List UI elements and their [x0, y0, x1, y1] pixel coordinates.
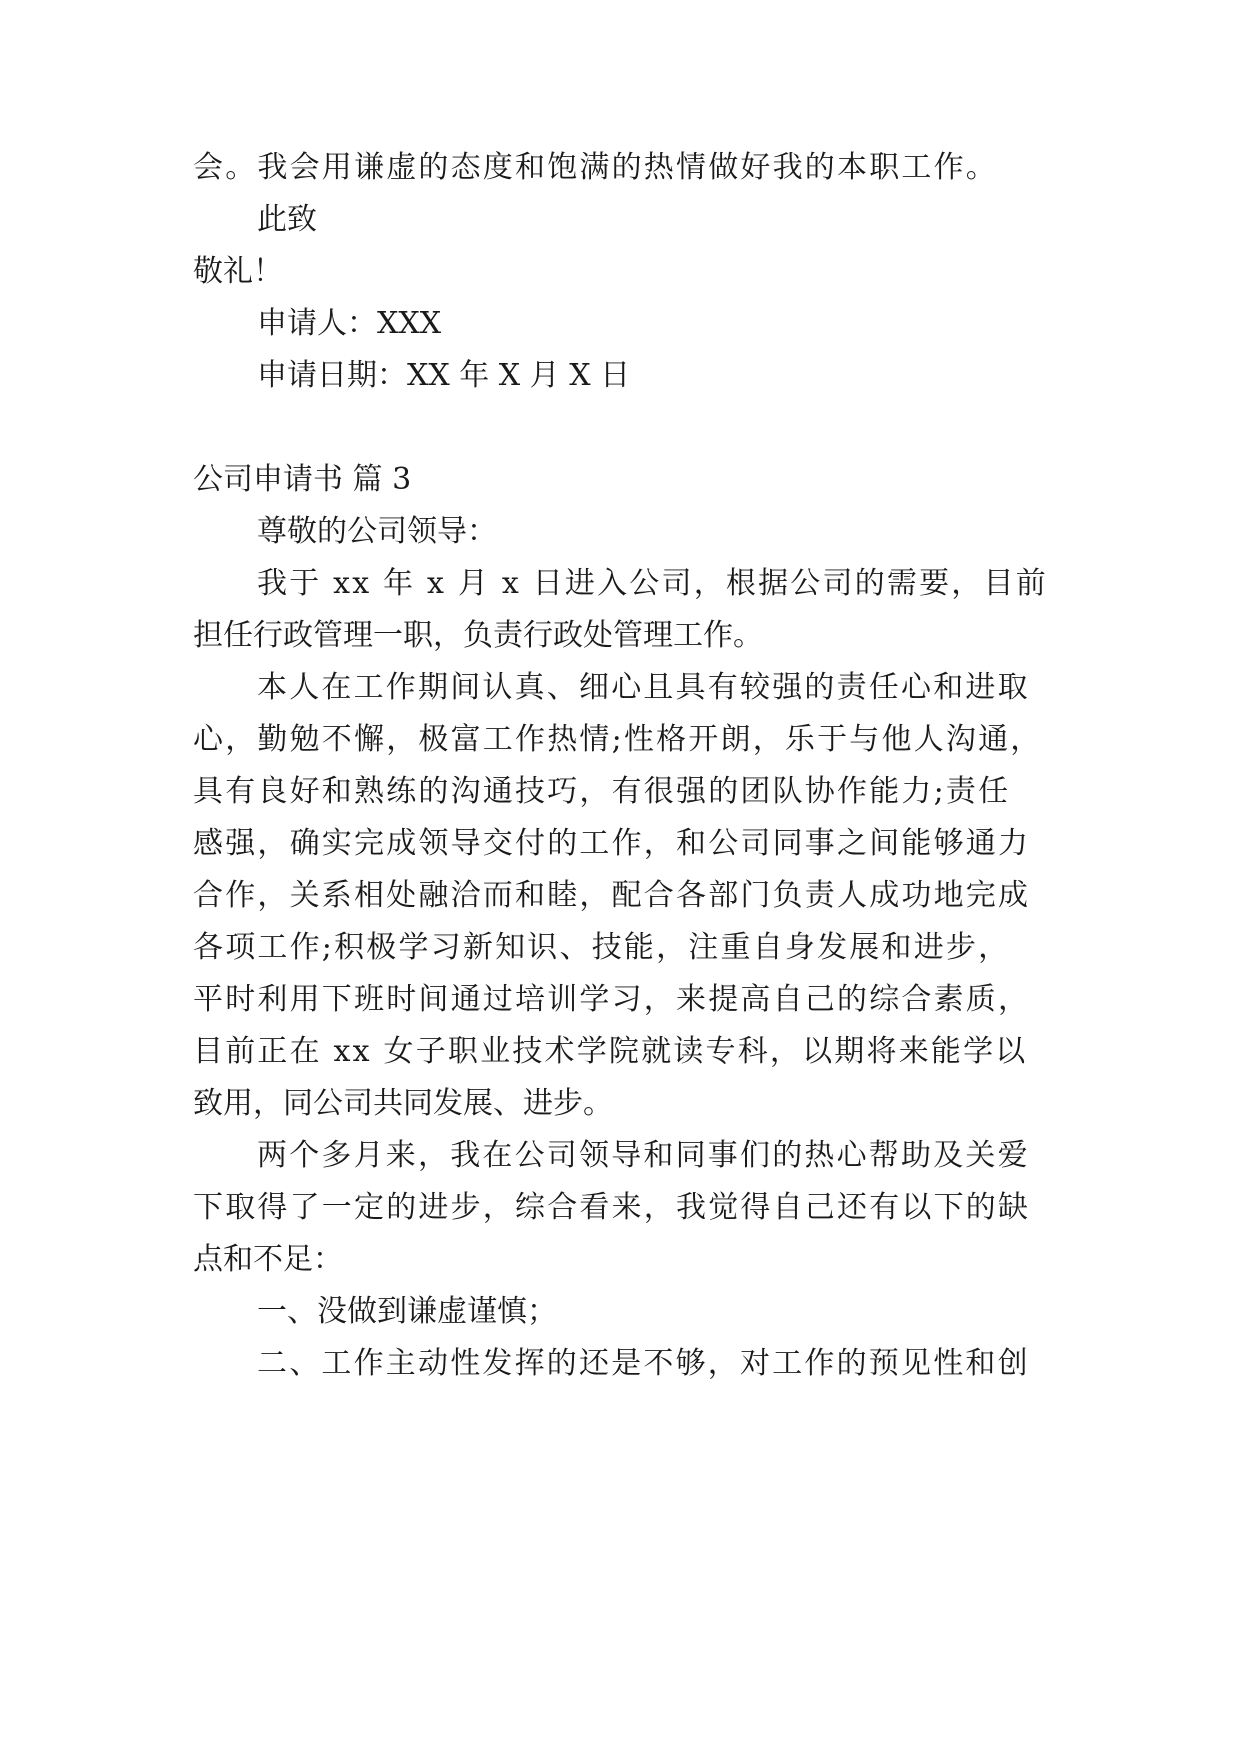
closing-line: 会。我会用谦虚的态度和饱满的热情做好我的本职工作。: [193, 150, 998, 185]
section-title: 公司申请书 篇 3: [193, 462, 412, 497]
para1-line: 担任行政管理一职，负责行政处管理工作。: [193, 618, 763, 653]
salutation-line-2: 敬礼！: [193, 254, 283, 289]
para3-line: 两个多月来，我在公司领导和同事们的热心帮助及关爱: [257, 1138, 1030, 1173]
para3-line: 点和不足：: [193, 1242, 343, 1277]
para2-line: 心，勤勉不懈，极富工作热情;性格开朗，乐于与他人沟通，: [193, 722, 1043, 757]
greeting: 尊敬的公司领导：: [257, 514, 497, 549]
salutation-line-1: 此致: [257, 202, 317, 237]
para2-line: 目前正在 xx 女子职业技术学院就读专科，以期将来能学以: [193, 1034, 1028, 1069]
list-item-1: 一、没做到谦虚谨慎；: [257, 1294, 557, 1329]
para2-line: 具有良好和熟练的沟通技巧，有很强的团队协作能力;责任: [193, 774, 1011, 809]
para2-line: 合作，关系相处融洽而和睦，配合各部门负责人成功地完成: [193, 878, 1031, 913]
date-line: 申请日期：XX 年 X 月 X 日: [257, 358, 631, 393]
applicant-line: 申请人：XXX: [257, 306, 442, 341]
para2-line: 各项工作;积极学习新知识、技能，注重自身发展和进步，: [193, 930, 1011, 965]
para2-line: 平时利用下班时间通过培训学习，来提高自己的综合素质，: [193, 982, 1031, 1017]
para2-line: 感强，确实完成领导交付的工作，和公司同事之间能够通力: [193, 826, 1031, 861]
para2-line: 本人在工作期间认真、细心且具有较强的责任心和进取: [257, 670, 1030, 705]
para1-line: 我于 xx 年 x 月 x 日进入公司，根据公司的需要，目前: [257, 566, 1048, 601]
para3-line: 下取得了一定的进步，综合看来，我觉得自己还有以下的缺: [193, 1190, 1031, 1225]
para2-line: 致用，同公司共同发展、进步。: [193, 1086, 613, 1121]
list-item-2: 二、工作主动性发挥的还是不够，对工作的预见性和创: [257, 1346, 1030, 1381]
